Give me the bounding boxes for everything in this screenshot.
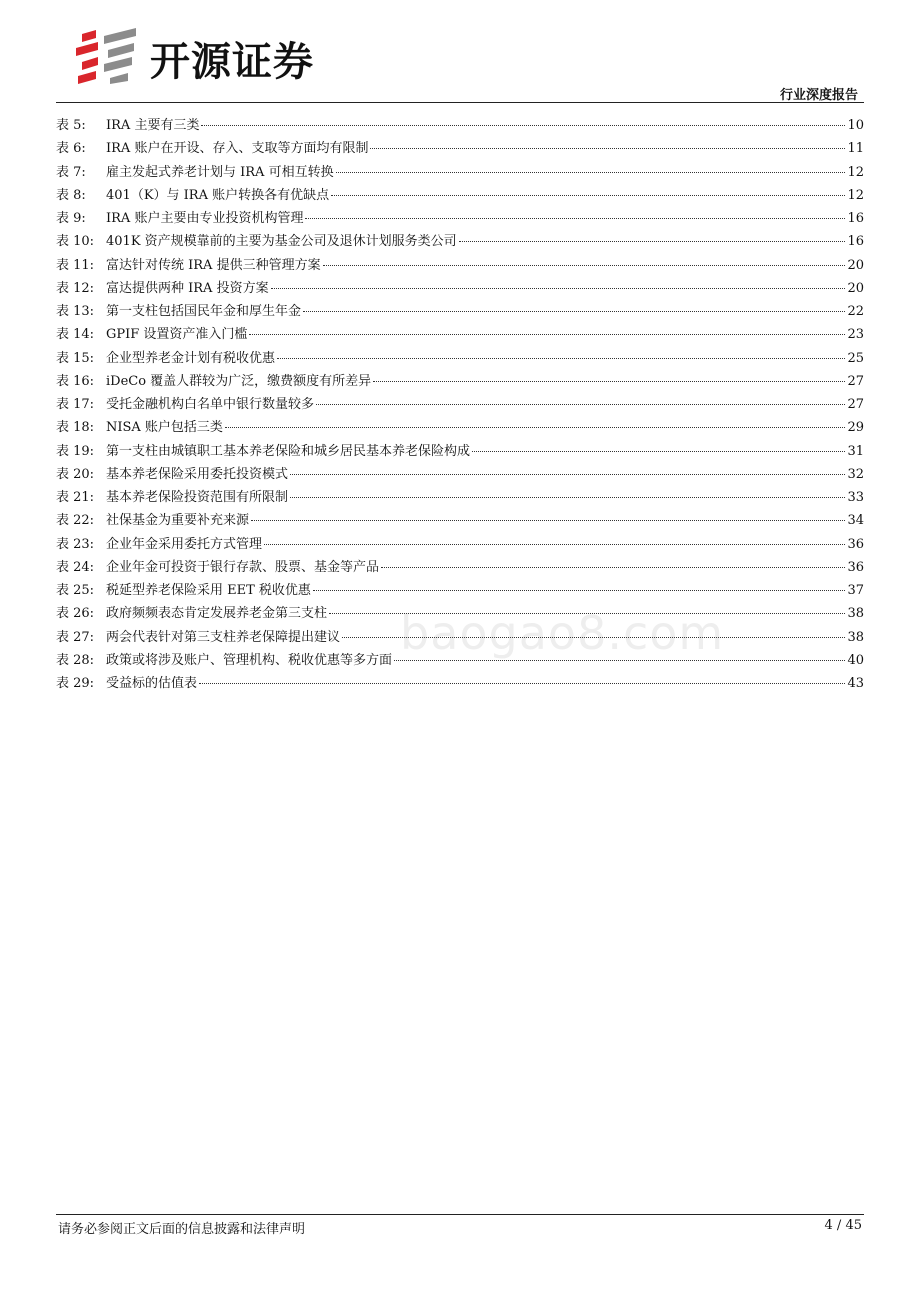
toc-entry[interactable]: [56, 509, 864, 532]
toc-entry-title: 401K 资产规模靠前的主要为基金公司及退休计划服务类公司: [106, 234, 457, 250]
toc-entry[interactable]: [56, 277, 864, 300]
toc-entry[interactable]: [56, 347, 864, 370]
toc-entry-label: 表 13:: [56, 304, 95, 319]
toc-entry-page: 22: [847, 304, 864, 319]
toc-dot-leader: [331, 194, 845, 196]
toc-entry-title: 第一支柱包括国民年金和厚生年金: [106, 304, 302, 319]
toc-dot-leader: [277, 357, 845, 359]
toc-entry-label: 表 16:: [56, 373, 95, 389]
toc-entry-title: 基本养老保险投资范围有所限制: [106, 490, 289, 505]
toc-entry-title: NISA 账户包括三类: [106, 420, 223, 436]
toc-entry[interactable]: [56, 579, 864, 602]
watermark-text: baogao8.com: [400, 606, 725, 660]
toc-entry[interactable]: [56, 254, 864, 277]
toc-entry-title: 富达提供两种 IRA 投资方案: [106, 280, 269, 296]
toc-entry-title: 税延型养老保险采用 EET 税收优惠: [106, 583, 311, 598]
toc-entry-page: 20: [847, 280, 864, 296]
toc-entry-title: 政府频频表态肯定发展养老金第三支柱: [106, 606, 328, 622]
toc-dot-leader: [336, 171, 846, 173]
toc-entry-page: 38: [847, 606, 864, 622]
toc-entry-label: 表 27:: [56, 629, 95, 645]
toc-dot-leader: [251, 519, 845, 521]
toc-entry[interactable]: [56, 626, 864, 649]
footer-disclaimer: 请务必参阅正文后面的信息披露和法律声明: [58, 1222, 306, 1237]
toc-entry-label: 表 22:: [56, 513, 95, 529]
page-number: 4 / 45: [824, 1218, 862, 1233]
toc-entry-title: iDeCo 覆盖人群较为广泛，缴费额度有所差异: [106, 373, 372, 389]
toc-dot-leader: [323, 264, 846, 266]
toc-entry-label: 表 14:: [56, 327, 95, 343]
toc-dot-leader: [264, 543, 845, 545]
toc-entry-page: 12: [847, 164, 864, 180]
toc-entry[interactable]: [56, 602, 864, 625]
toc-entry[interactable]: [56, 556, 864, 579]
toc-entry-label: 表 17:: [56, 397, 95, 412]
toc-entry-page: 23: [847, 327, 864, 343]
report-type-label: 行业深度报告: [779, 88, 858, 103]
toc-entry-label: 表 23:: [56, 536, 95, 552]
toc-entry-page: 43: [847, 676, 864, 691]
footer-divider: [56, 1214, 864, 1215]
toc-dot-leader: [459, 240, 846, 242]
toc-entry-title: 受托金融机构白名单中银行数量较多: [106, 397, 315, 412]
toc-entry-page: 32: [847, 466, 864, 482]
toc-entry-label: 表 29:: [56, 676, 95, 691]
toc-entry-label: 表 8:: [56, 187, 86, 203]
toc-entry-label: 表 20:: [56, 466, 95, 482]
toc-entry[interactable]: [56, 370, 864, 393]
toc-entry-page: 36: [847, 559, 864, 575]
toc-entry-label: 表 24:: [56, 559, 95, 575]
toc-entry-label: 表 28:: [56, 652, 95, 668]
toc-dot-leader: [225, 426, 846, 428]
toc-entry-title: IRA 账户主要由专业投资机构管理: [106, 211, 304, 226]
toc-entry-label: 表 26:: [56, 606, 95, 622]
toc-entry-label: 表 9:: [56, 211, 86, 226]
toc-entry-page: 31: [847, 443, 864, 459]
toc-entry[interactable]: [56, 230, 864, 253]
toc-entry-label: 表 15:: [56, 350, 95, 366]
toc-dot-leader: [370, 147, 845, 149]
toc-entry-page: 16: [847, 211, 864, 226]
toc-entry-label: 表 21:: [56, 490, 95, 505]
toc-entry-title: 雇主发起式养老计划与 IRA 可相互转换: [106, 164, 334, 180]
toc-entry-label: 表 10:: [56, 234, 95, 250]
toc-entry-page: 27: [847, 373, 864, 389]
toc-entry-label: 表 19:: [56, 443, 95, 459]
toc-entry-page: 12: [847, 187, 864, 203]
toc-entry-label: 表 18:: [56, 420, 95, 436]
toc-entry-page: 10: [847, 118, 864, 133]
toc-entry-title: 社保基金为重要补充来源: [106, 513, 250, 529]
toc-dot-leader: [472, 450, 845, 452]
toc-dot-leader: [342, 636, 845, 638]
toc-entry-page: 29: [847, 420, 864, 436]
logo-text: 开源证券: [150, 39, 314, 85]
toc-entry-page: 33: [847, 490, 864, 505]
toc-entry-title: 基本养老保险采用委托投资模式: [106, 466, 289, 482]
page-header: [0, 0, 920, 104]
toc-entry-label: 表 5:: [56, 118, 86, 133]
toc-dot-leader: [373, 380, 845, 382]
toc-dot-leader: [201, 124, 845, 126]
toc-entry-title: 受益标的估值表: [106, 676, 198, 691]
toc-dot-leader: [381, 566, 845, 568]
toc-dot-leader: [290, 496, 845, 498]
toc-entry[interactable]: [56, 300, 864, 323]
toc-entry[interactable]: [56, 533, 864, 556]
toc-entry-title: IRA 主要有三类: [106, 118, 200, 133]
toc-entry[interactable]: [56, 440, 864, 463]
toc-dot-leader: [329, 612, 845, 614]
toc-entry-page: 36: [847, 536, 864, 552]
toc-entry-title: 企业年金采用委托方式管理: [106, 536, 263, 552]
toc-entry[interactable]: [56, 672, 864, 695]
toc-dot-leader: [303, 310, 845, 312]
toc-entry-title: GPIF 设置资产准入门槛: [106, 327, 248, 343]
toc-entry-label: 表 25:: [56, 583, 95, 598]
table-of-contents: [56, 114, 864, 695]
toc-entry[interactable]: [56, 137, 864, 160]
toc-entry-page: 27: [847, 397, 864, 412]
toc-entry-title: 企业型养老金计划有税收优惠: [106, 350, 276, 366]
toc-entry-title: 401（K）与 IRA 账户转换各有优缺点: [106, 187, 330, 203]
toc-entry[interactable]: [56, 463, 864, 486]
toc-dot-leader: [199, 682, 845, 684]
toc-entry-page: 40: [847, 652, 864, 668]
toc-entry-title: 富达针对传统 IRA 提供三种管理方案: [106, 257, 321, 273]
toc-entry-page: 38: [847, 629, 864, 645]
toc-entry[interactable]: [56, 207, 864, 230]
toc-entry-page: 37: [847, 583, 864, 598]
toc-entry-page: 16: [847, 234, 864, 250]
toc-entry-title: 政策或将涉及账户、管理机构、税收优惠等多方面: [106, 652, 393, 668]
toc-entry-page: 11: [847, 141, 864, 157]
toc-entry-label: 表 12:: [56, 280, 95, 296]
toc-entry-label: 表 6:: [56, 141, 86, 157]
toc-dot-leader: [305, 217, 845, 219]
toc-entry[interactable]: [56, 161, 864, 184]
toc-dot-leader: [394, 659, 845, 661]
toc-entry-label: 表 7:: [56, 164, 86, 180]
toc-entry-title: 企业年金可投资于银行存款、股票、基金等产品: [106, 559, 380, 575]
toc-entry[interactable]: [56, 184, 864, 207]
logo-mark-icon: [74, 28, 140, 84]
toc-dot-leader: [313, 589, 846, 591]
toc-dot-leader: [316, 403, 845, 405]
toc-entry-page: 25: [847, 350, 864, 366]
toc-entry-title: 两会代表针对第三支柱养老保障提出建议: [106, 629, 341, 645]
toc-dot-leader: [249, 333, 845, 335]
toc-entry-title: IRA 账户在开设、存入、支取等方面均有限制: [106, 141, 369, 157]
toc-dot-leader: [271, 287, 846, 289]
brand-logo: [74, 28, 364, 84]
header-divider: [56, 102, 864, 103]
toc-entry-page: 34: [847, 513, 864, 529]
toc-entry-label: 表 11:: [56, 257, 95, 273]
toc-entry[interactable]: [56, 649, 864, 672]
toc-entry[interactable]: [56, 416, 864, 439]
toc-dot-leader: [290, 473, 845, 475]
toc-entry-page: 20: [847, 257, 864, 273]
toc-entry[interactable]: [56, 114, 864, 137]
toc-entry[interactable]: [56, 486, 864, 509]
toc-entry-title: 第一支柱由城镇职工基本养老保险和城乡居民基本养老保险构成: [106, 443, 471, 459]
toc-entry[interactable]: [56, 393, 864, 416]
toc-entry[interactable]: [56, 323, 864, 346]
